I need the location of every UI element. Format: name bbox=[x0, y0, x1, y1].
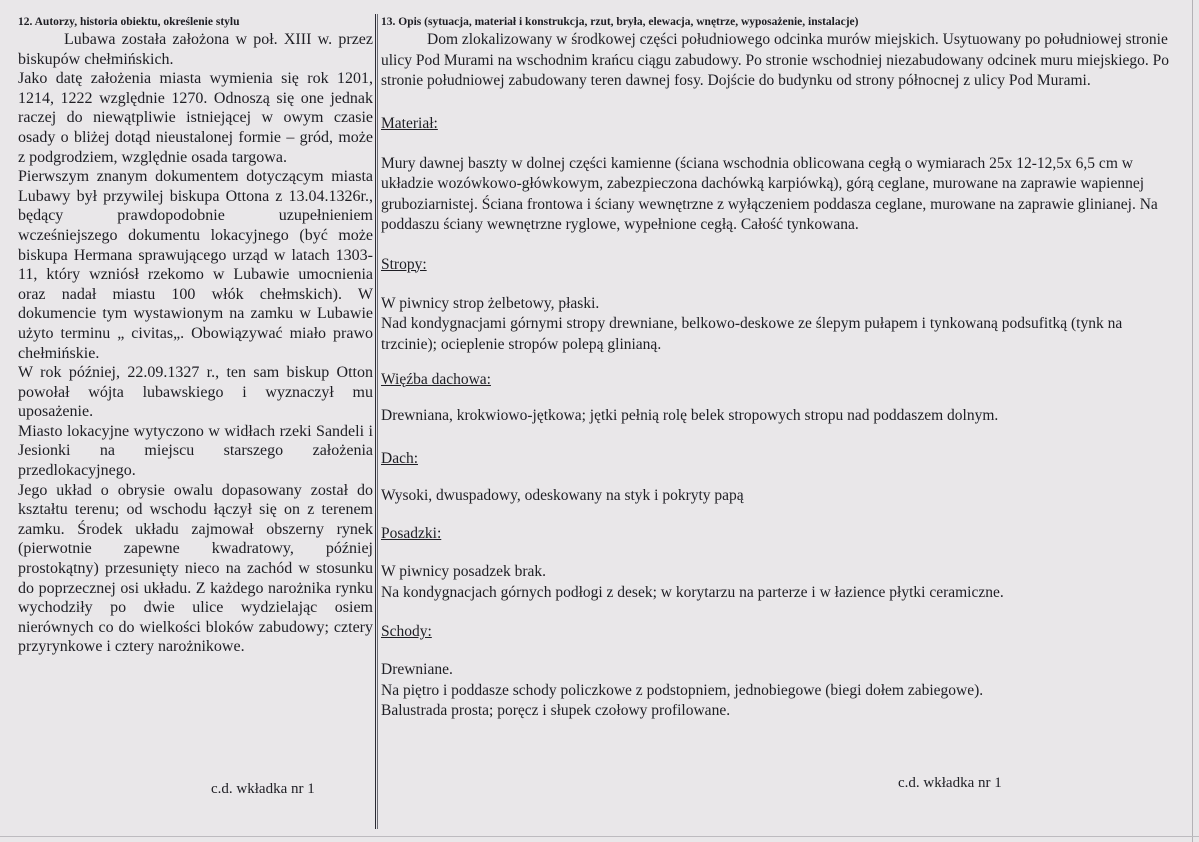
description-heading: 13. Opis (sytuacja, materiał i konstrukcja, rzut, bryła, elewacja, wnętrze, wyposażenie, instalacje) bbox=[381, 16, 859, 28]
history-paragraph-2: Jako datę założenia miasta wymienia się rok 1201, 1214, 1222 względnie 1270. Odnoszą się one jednak raczej do niewątpliwie istniejącej w owym czasie osady o bliżej dotąd nieustalonej formie – gród, może z podgrodziem, względnie osada targowa. bbox=[18, 70, 373, 166]
section-label-stropy: Stropy: bbox=[381, 255, 427, 273]
section-label-dach: Dach: bbox=[381, 449, 419, 467]
column-divider bbox=[375, 14, 376, 829]
right-continued-note: c.d. wkładka nr 1 bbox=[898, 775, 1002, 791]
paper-edge-bottom bbox=[0, 836, 1199, 837]
section-text-schody-1: Drewniane. bbox=[381, 661, 453, 678]
history-paragraph-3: Pierwszym znanym dokumentem dotyczącym miasta Lubawy był przywilej biskupa Ottona z 13.04.1326r., będący prawdopodobnie uzupełnieniem wcześniejszego dokumentu lokacyjnego (być może biskupa Hermana sprawującego urząd w latach 1303-11, który wzniósł rzekomo w Lubawie umocnienia oraz nadał miastu 100 włók chełmskich). W dokumencie tym wystawionym na zamku w Lubawie użyto terminu „ civitas„. Obowiązywać miało prawo chełmińskie. bbox=[18, 168, 373, 362]
history-column bbox=[18, 14, 373, 657]
section-label-wiezba: Więźba dachowa: bbox=[381, 371, 491, 388]
section-text-stropy-1: W piwnicy strop żelbetowy, płaski. bbox=[381, 294, 600, 312]
section-label-schody: Schody: bbox=[381, 623, 432, 640]
section-text-dach: Wysoki, dwuspadowy, odeskowany na styk i pokryty papą bbox=[381, 486, 744, 504]
section-text-posadzki-2: Na kondygnacjach górnych podłogi z desek; w korytarzu na parterze i w łazience płytki ceramiczne. bbox=[381, 583, 1004, 601]
history-heading: 12. Autorzy, historia obiektu, określenie stylu bbox=[18, 16, 240, 28]
section-text-posadzki-1: W piwnicy posadzek brak. bbox=[381, 563, 546, 580]
description-intro: Dom zlokalizowany w środkowej części południowego odcinka murów miejskich. Usytuowany po południowej stronie ulicy Pod Murami na wschodnim krańcu ciągu zabudowy. Po stronie wschodniej niezabudowany odcinek muru miejskiego. Po stronie południowej zabudowany teren dawnej fosy. Dojście do budynku od strony północnej z ulicy Pod Murami. bbox=[381, 31, 1170, 89]
column-divider-shadow bbox=[377, 14, 378, 829]
section-text-schody-3: Balustrada prosta; poręcz i słupek czołowy profilowane. bbox=[381, 702, 731, 719]
paper-edge-right bbox=[1192, 0, 1193, 842]
section-text-material: Mury dawnej baszty w dolnej części kamienne (ściana wschodnia oblicowana cegłą o wymiarach 25x 12-12,5x 6,5 cm w układzie wozówkowo-główkowym, zabezpieczona dachówką karpiówką), górą ceglane, murowane na zaprawie wapiennej gruboziarnistej. Ściana frontowa i ściany wewnętrzne z wyłączeniem poddasza ceglane, murowane na zaprawie glinianej. Na poddaszu ściany wewnętrzne ryglowe, wypełnione cegłą. Całość tynkowana. bbox=[381, 154, 1158, 233]
description-column bbox=[381, 14, 1181, 722]
section-text-stropy-2: Nad kondygnacjami górnymi stropy drewniane, belkowo-deskowe ze ślepym pułapem i tynkowaną podsufitką (tynk na trzcinie); ocieplenie stropów polepą glinianą. bbox=[381, 315, 1123, 353]
section-text-schody-2: Na piętro i poddasze schody policzkowe z podstopniem, jednobiegowe (biegi dołem zabiegowe). bbox=[381, 681, 984, 699]
history-paragraph-5: Miasto lokacyjne wytyczono w widłach rzeki Sandeli i Jesionki na miejscu starszego założenia przedlokacyjnego. bbox=[18, 422, 373, 480]
section-label-material: Materiał: bbox=[381, 114, 438, 132]
history-paragraph-6: Jego układ o obrysie owalu dopasowany został do kształtu terenu; od wschodu łączył się on z terenem zamku. Środek układu zajmował obszerny rynek (pierwotnie zapewne kwadratowy, później prostokątny) przesunięty nieco na zachód w stosunku do poprzecznej osi układu. Z każdego narożnika rynku wychodziły po dwie ulice wydzielając osiem nierównych co do wielkości bloków zabudowy; cztery przyrynkowe i cztery narożnikowe. bbox=[18, 481, 373, 656]
history-paragraph-4: W rok później, 22.09.1327 r., ten sam biskup Otton powołał wójta lubawskiego i wyznaczył mu uposażenie. bbox=[18, 364, 373, 421]
history-paragraph-1: Lubawa została założona w poł. XIII w. przez biskupów chełmińskich. bbox=[18, 31, 373, 68]
section-label-posadzki: Posadzki: bbox=[381, 525, 442, 542]
section-text-wiezba: Drewniana, krokwiowo-jętkowa; jętki pełnią rolę belek stropowych stropu nad poddaszem dolnym. bbox=[381, 407, 999, 424]
left-continued-note: c.d. wkładka nr 1 bbox=[211, 781, 315, 797]
